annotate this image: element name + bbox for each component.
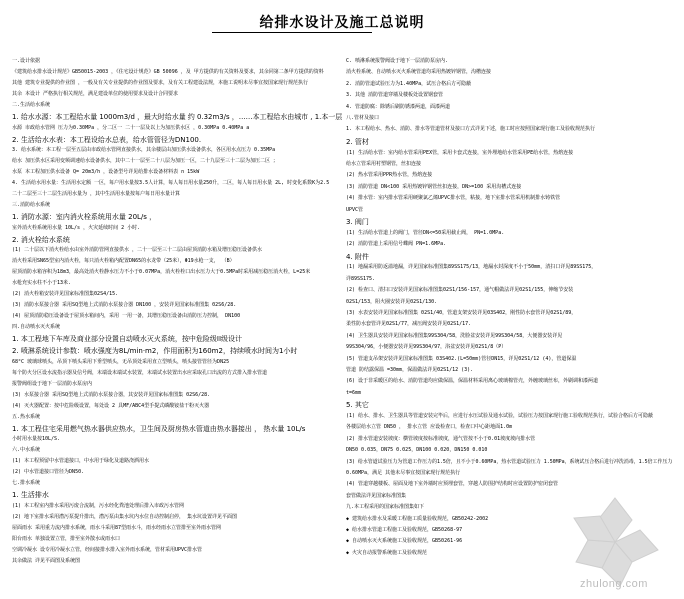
- note-line: 02S1/153，阻火圈安装详见02S1/130.: [346, 298, 438, 305]
- note-line: 2. 消火栓给水系统: [12, 235, 70, 244]
- note-line: 水泵 本工程加压供水设备 Q= 20m3/h ，设备型号详见给排水设备材料表 n 15kW: [12, 169, 200, 176]
- note-line: 各楼层给水立管 DN50 ， 排水立管 应设检查口，检查口中心距地面1.0m: [346, 424, 513, 431]
- note-line: ◆ 建筑给水排水及采暖工程施工质量验收规范，GB50242-2002: [346, 515, 489, 522]
- note-line: 水源 市政给水管网 压力为0.30MPa ，分二区一 二十一层及以上为加压供水区 ，0.30MPa 0.40MPa a: [12, 124, 250, 131]
- note-line: (2) 检查口、清扫口安装详见国家标准图集02S1/156-157，通气帽做法详见02S1/155，伸缩节安装: [346, 287, 574, 294]
- note-line: 2. 生活给水水表：本工程设给水总表，给水管管径为DN100.: [12, 135, 202, 144]
- note-line: 4. 附件: [346, 252, 369, 261]
- note-line: C. 喷淋系统报警阀设于地下一层消防泵房内.: [346, 58, 449, 64]
- note-line: 其余 本设计 严格执行相关规范，满足建设单位的使用要求及设计合同要求: [12, 91, 179, 97]
- note-line: 二十二层至三十二层生活用水量为 ，其中生活用水量按每户每日用水量计算: [12, 191, 181, 198]
- note-line: 阳台雨水 单独设置立管，排至室外散水或雨水口: [12, 535, 121, 542]
- note-line: 1. 生活排水: [12, 491, 49, 500]
- note-line: 1. 消防水源：室内消火栓系统用水量 20L/s ，: [12, 213, 157, 222]
- note-line: (3) 消防水泵接合器 采用SQ型地上式消防水泵接合器 DN100 ，安装详见国家标准图集 02S6/28.: [12, 302, 237, 309]
- note-line: (2) 消火栓箱安装详见国家标准图集02S4/15.: [12, 291, 119, 298]
- note-line: (4) 排水管：室内排水管采用硬聚氯乙烯UPVC排水管，粘接，地下室排水管采用机制排水铸铁管: [346, 195, 561, 202]
- note-line: 四.自动喷水灭火系统: [12, 324, 61, 331]
- note-line: (3) 水表安装详见国家标准图集 02S1/40，管道支架安装详见03S402，刚性防水套管详见02S1/89，: [346, 310, 577, 316]
- note-line: (2) 热水管采用PPR热水管，热熔连接: [346, 172, 433, 179]
- note-line: (1) 二十层以下消火栓给水由室外消防管网直接供水 ，二十一层至三十二层由屋顶消防水箱及增压稳压设备供水: [12, 247, 263, 254]
- note-line: 1. 给水水源：本工程给水量 1000m3/d ，最大时给水量 约 0.32m3/s ，……本工程给水由城市 , 1.本一层: [12, 113, 343, 121]
- note-line: 室外消火栓系统用水量 10L/s ，火灾延续时间 2 小时.: [12, 224, 141, 231]
- note-line: 99S304/96，小便器安装详见99S304/97，浴盆安装详见02S1/8（P）: [346, 344, 507, 351]
- note-line: (4) 灭火器配置：按中危险级设置，每处设 2 具MF/ABC4型手提式磷酸铵盐干粉灭火器: [12, 402, 210, 409]
- note-line: 小时用水量按10L/S.: [12, 436, 61, 443]
- note-line: 屋面雨水 采用重力流内排水系统，雨水斗采用87型雨水斗，雨水经雨水立管排至室外雨水管网: [12, 524, 222, 531]
- note-line: (2) 地下室排水采用潜污泵提升排出，潜污泵由集水坑内水位自动控制启停， 集水坑设置详见平面图: [12, 513, 238, 520]
- note-line: (3) 给水管道试验压力为管道工作压力的1.5倍，且不小于0.60MPa，热水管道试验压力 1.50MPa，系统试压合格后进行冲洗消毒，1.5倍工作压力: [346, 458, 673, 465]
- note-line: (1) 本工程预留中水管道接口，中水用于绿化及道路浇洒用水: [12, 458, 150, 465]
- note-line: (4) 管道穿越楼板、屋面及地下室外墙时应预埋套管，穿越人防围护结构时应设置防护密闭套管: [346, 481, 559, 488]
- note-line: (2) 中水管道接口管径为DN50.: [12, 469, 85, 476]
- note-line: 报警阀组设于地下一层消防水泵房内: [12, 380, 93, 387]
- note-line: 五.热水系统: [12, 413, 41, 420]
- note-line: 套管做法详见国家标准图集: [346, 492, 407, 499]
- note-line: (1) 本工程室内排水采用污废合流制，污水经化粪池处理后排入市政污水管网: [12, 502, 185, 509]
- note-line: 0.60MPa，满足 其他未尽事宜按国家现行规范执行: [346, 470, 461, 476]
- note-line: ◆ 火灾自动报警系统施工及验收规范: [346, 549, 428, 556]
- note-line: (4) 屋顶消防稳压设备设于屋顶水箱间内，采用 一用一备，其增压稳压设备由消防压力控制， DN100: [12, 313, 241, 320]
- note-line: (1) 生活给水管：室内给水管采用PEX管，采用卡套式连接，室外埋地给水管采用PE给水管，热熔连接: [346, 149, 574, 156]
- note-line: 1. 本工程地下车库及商业部分设置自动喷水灭火系统，按中危险级II级设计: [12, 335, 243, 344]
- title-underline: [212, 32, 372, 33]
- note-line: 水枪充实水柱不小于13米.: [12, 280, 72, 287]
- note-line: 2. 管材: [346, 137, 369, 146]
- note-line: 5. 其它: [346, 401, 369, 410]
- note-line: ◆ 给水排水管道工程施工及验收规范，GB50268-97: [346, 527, 463, 533]
- note-line: 消火栓采用SN65型室内消火栓，每只消火栓箱内配置DN65的水龙带（25米），Φ19水枪一支， （B）: [12, 258, 235, 265]
- note-line: (3) 水泵接合器 采用SQ型地上式消防水泵接合器，其安装详见国家标准图集 02S6/28.: [12, 391, 211, 398]
- note-line: 七.排水系统: [12, 480, 41, 487]
- note-line: 二.生活给水系统: [12, 102, 51, 108]
- note-line: (4) 卫生器具安装详见国家标准图集99S304/58，洗脸盆安装详见99S304/58，大便器安装详见: [346, 332, 563, 339]
- note-line: (2) 消防管道上采用信号蝶阀 PN=1.6MPa.: [346, 241, 447, 248]
- note-line: t=6mm: [346, 389, 362, 396]
- note-line: 1. 本工程住宅采用燃气热水器供应热水，卫生间及厨房热水管道由热水器接出 ， 热水量 10L/s: [12, 424, 306, 433]
- note-line: 3. 给水系统：本工程一层至五层由市政给水管网直接供水，其余楼层由加压供水设备供水，各区用水点压力 0.35MPa: [12, 147, 276, 154]
- note-line: (1) 生活给水管道上的阀门，管径DN<=50采用截止阀， PN=1.0MPa.: [346, 229, 505, 236]
- note-line: 2. 喷淋系统设计参数：喷水强度为8L/min·m2，作用面积为160m2，持续喷水时间为1小时: [12, 347, 298, 355]
- note-line: 其余做法 详见平面图及系统图: [12, 557, 81, 564]
- note-line: 一.设计依据: [12, 58, 41, 64]
- note-line: 4. 管道防腐：除锈后刷防锈漆两道，面漆两道: [346, 103, 451, 110]
- note-line: 给水立管采用衬塑钢管，丝扣连接: [346, 161, 422, 167]
- note-line: 详89SS175.: [346, 275, 376, 282]
- note-line: 八.管材及接口: [346, 115, 380, 121]
- note-line: 68°C 玻璃球喷头，吊顶下喷头采用下垂型喷头，无吊顶处采用直立型喷头，喷头接管管径为DN25: [12, 358, 230, 365]
- note-line: 《建筑给水排水设计规范》GB50015-2003 ，《住宅设计规范》GB 50096 ，及 甲方提供的有关资料及要求，其余同第二条甲方提供的资料: [12, 69, 324, 75]
- note-line: 管道 防结露保温 =30mm，保温做法详见02S1/12 (3).: [346, 367, 474, 373]
- note-line: UPVC管: [346, 206, 364, 213]
- note-line: 1. 本工程给水、热水、消防、排水等管道管材及接口方式详见下述，施工时应按照国家现行施工及验收规范执行: [346, 126, 596, 133]
- note-line: 六.中水系统: [12, 447, 41, 454]
- watermark-text: zhulong.com: [580, 578, 648, 590]
- note-line: 2. 消防管道试验压力为1.40MPa，试压合格后方可隐蔽: [346, 80, 472, 87]
- note-line: 屋顶消防水箱容积为18m3，最高处消火栓静水压力不小于0.07MPa，消火栓栓口出水压力大于0.5MPa时采用减压稳压消火栓，L=25米: [12, 269, 311, 276]
- note-line: (3) 消防管道 DN<100 采用热镀锌钢管丝扣连接，DN>=100 采用沟槽式连接: [346, 183, 522, 190]
- note-line: 3. 阀门: [346, 218, 369, 226]
- page-title: 给排水设计及施工总说明: [259, 15, 425, 31]
- note-line: 每个防火分区设水流指示器及信号阀，末端设末端试水装置，末端试水装置出水应采取孔口出流的方式排入排水管道: [12, 369, 268, 376]
- note-line: 消火栓系统、自动喷水灭火系统管道均采用热镀锌钢管，沟槽连接: [346, 69, 492, 76]
- note-line: 3. 其他 消防管道穿墙及楼板处设置钢套管: [346, 92, 444, 99]
- note-line: 三.消防给水系统: [12, 202, 51, 209]
- note-line: ◆ 自动喷水灭火系统施工及验收规范，GB50261-96: [346, 538, 463, 545]
- note-line: 空调冷凝水 设专用冷凝水立管，经间接排水排入室外雨水系统，管材采用UPVC排水管: [12, 546, 203, 553]
- note-line: (5) 管道支吊架安装详见国家标准图集 03S402.(L=50mm)管径DN15，详见02S1/12 (4)，管道保温: [346, 355, 577, 362]
- note-line: 给水 加压供水区采用变频调速给水设备供水，其中二十一层至二十八层为加压一区，二十九层至三十二层为加压二区 ；: [12, 158, 279, 165]
- note-line: (1) 地漏采用防返溢地漏，详见国家标准图集89SS175/13，地漏水封深度不小于50mm，清扫口详见89SS175，: [346, 264, 597, 271]
- note-line: 其他 建筑专业提供的作业图 ，一般及有关专业提供的作业图及要求，及有关工程建设法规，本施工说明未尽事宜按国家现行规范执行: [12, 80, 309, 86]
- note-line: (1) 给水、排水、卫生器具等管道安装完毕后，应进行水压试验及通水试验，试验压力按国家现行施工验收规范执行，试验合格后方可隐蔽: [346, 413, 654, 419]
- note-line: (2) 排水管道安装坡度：横管坡度按标准坡度，通气管按不小于0.01坡度坡向排水管: [346, 435, 536, 442]
- note-line: 柔性防水套管详见02S1/77，减压阀安装详见02S1/17.: [346, 321, 472, 328]
- note-line: 九.本工程采用的国家标准图集如下: [346, 504, 425, 511]
- note-line: DN50 0.035，DN75 0.025，DN100 0.020，DN150 0.010: [346, 447, 488, 454]
- note-line: 4. 生活给水用水量：生活用水定额 一区，每户用水量按3.5人计算，每人每日用水量250升，二区，每人每日用水量 2L, 时变化系数K为2.5: [12, 180, 330, 187]
- note-line: (6) 设于非采暖区的给水、消防管道均应做保温，保温材料采用离心玻璃棉管壳，外缠玻璃丝布，外刷调和漆两道: [346, 378, 599, 385]
